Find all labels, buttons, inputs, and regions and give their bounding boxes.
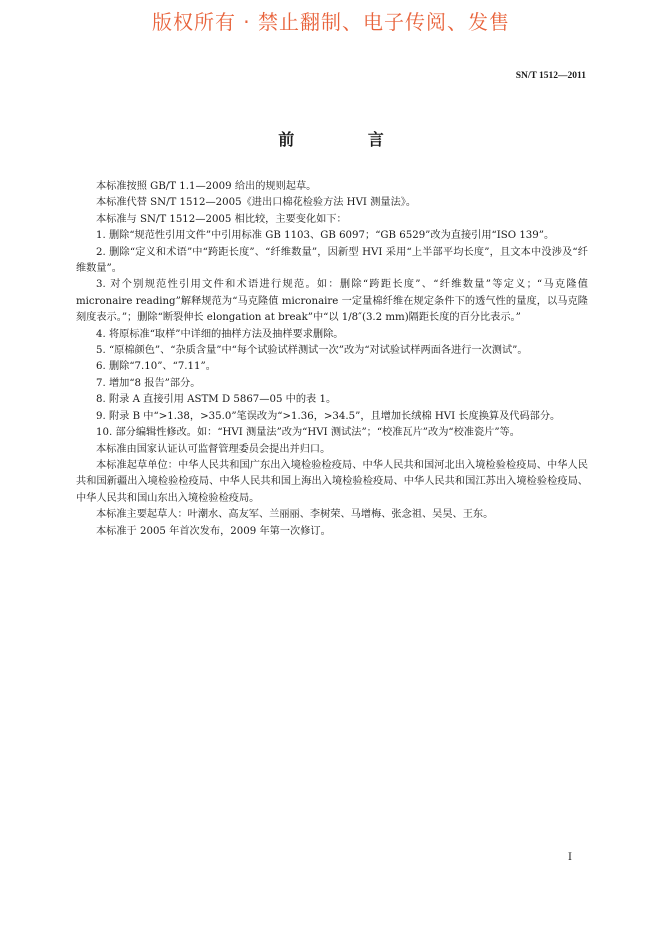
standard-code: SN/T 1512—2011 <box>515 71 586 81</box>
list-item: 4. 将原标准“取样”中详细的抽样方法及抽样要求删除。 <box>96 328 344 340</box>
list-item: 10. 部分编辑性修改。如：“HVI 测量法”改为“HVI 测试法”；“校准瓦片”改为“校准瓷片”等。 <box>96 427 520 439</box>
paragraph: 本标准与 SN/T 1512—2005 相比较，主要变化如下： <box>96 213 347 225</box>
paragraph: 本标准按照 GB/T 1.1—2009 给出的规则起草。 <box>96 181 317 192</box>
list-item: 2. 删除“定义和术语”中“跨距长度”、“纤维数量”，因新型 HVI 采用“上半部平均长度”，且文本中没涉及“纤维数量”。 <box>76 246 588 275</box>
list-item: 3. 对个别规范性引用文件和术语进行规范。如：删除“跨距长度”、“纤维数量”等定义；“马克隆值 micronaire reading”解释规范为“马克隆值 micronaire 一定量棉纤维在规定条件下的透气性的量度，以马克隆刻度表示。”；删除“断裂伸长 elongation at break”中“以 1/8″(3.2 mm)隔距长度的百分比表示。” <box>76 279 588 324</box>
paragraph: 本标准于 2005 年首次发布，2009 年第一次修订。 <box>96 525 331 537</box>
list-item: 7. 增加“8 报告”部分。 <box>96 377 201 389</box>
copyright-banner: 版权所有 · 禁止翻制、电子传阅、发售 <box>151 10 511 34</box>
list-item: 8. 附录 A 直接引用 ASTM D 5867—05 中的表 1。 <box>96 394 337 406</box>
paragraph: 本标准起草单位：中华人民共和国广东出入境检验检疫局、中华人民共和国河北出入境检验检疫局、中华人民共和国新疆出入境检验检疫局、中华人民共和国上海出入境检验检疫局、中华人民共和国江苏出入境检验检疫局、中华人民共和国山东出入境检验检疫局。 <box>76 459 588 504</box>
list-item: 9. 附录 B 中“>1.38，>35.0”笔误改为“>1.36，>34.5”，且增加长绒棉 HVI 长度换算及代码部分。 <box>96 410 561 422</box>
foreword-body <box>76 179 588 540</box>
paragraph: 本标准代替 SN/T 1512—2005《进出口棉花检验方法 HVI 测量法》。 <box>96 197 417 209</box>
page-number: I <box>568 852 572 863</box>
paragraph: 本标准由国家认证认可监督管理委员会提出并归口。 <box>96 443 331 455</box>
list-item: 6. 删除“7.10”、“7.11”。 <box>96 361 216 373</box>
page-title: 前 言 <box>278 130 418 149</box>
paragraph: 本标准主要起草人：叶潮水、高友军、兰丽丽、李树荣、马增梅、张念祖、吴昊、王东。 <box>96 509 494 521</box>
list-item: 1. 删除“规范性引用文件”中引用标准 GB 1103、GB 6097；“GB 6529”改为直接引用“ISO 139”。 <box>96 230 555 242</box>
list-item: 5. “原棉颜色”、“杂质含量”中“每个试验试样测试一次”改为“对试验试样两面各进行一次测试”。 <box>96 345 528 357</box>
